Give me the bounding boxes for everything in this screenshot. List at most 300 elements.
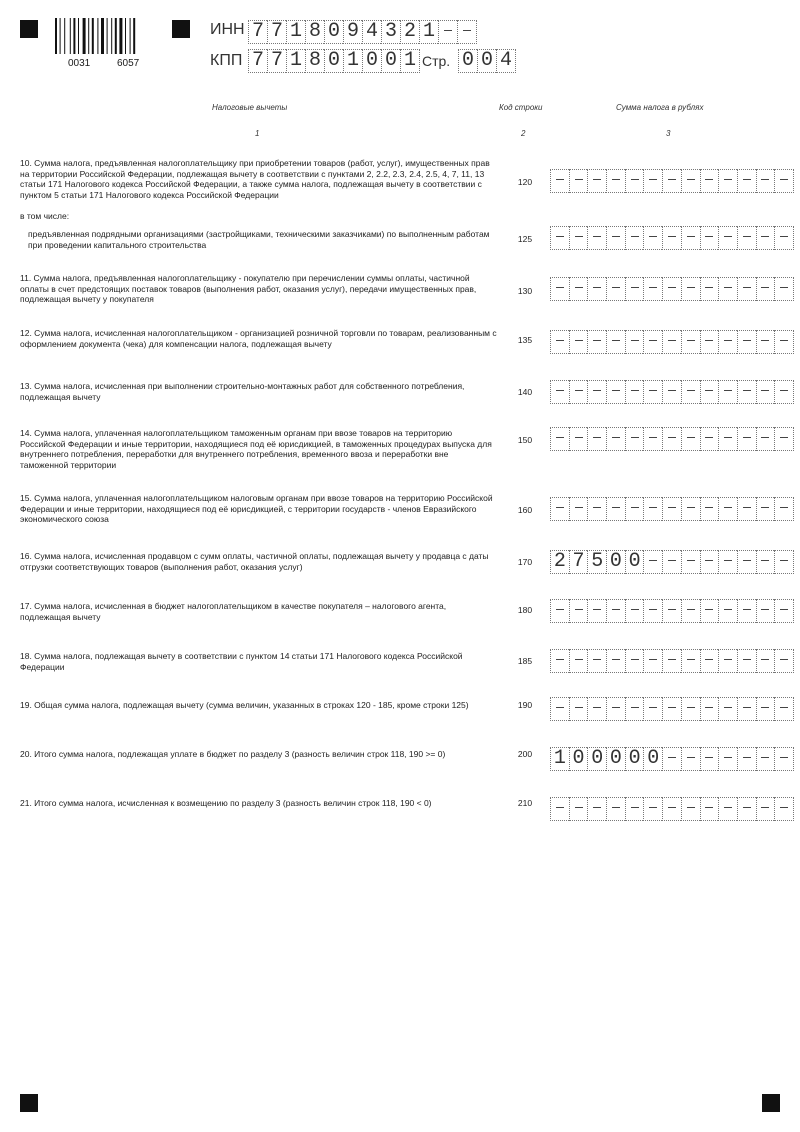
empty-cell-dash: [737, 550, 756, 574]
dash-mark: [668, 659, 676, 661]
corner-marker-top-right: [172, 20, 190, 38]
dash-mark: [575, 437, 583, 439]
empty-cell-dash: [737, 226, 756, 250]
dash-mark: [575, 807, 583, 809]
dash-mark: [687, 609, 695, 611]
empty-cell-dash: [774, 330, 794, 354]
empty-cell-dash: [774, 697, 794, 721]
row-description: 18. Сумма налога, подлежащая вычету в соответствии с пунктом 14 статьи 171 Налогового кодекса Российской Федерации: [20, 651, 463, 672]
dash-mark: [649, 807, 657, 809]
empty-cell-dash: [700, 169, 719, 193]
dash-mark: [631, 659, 639, 661]
empty-cell-dash: [700, 649, 719, 673]
row-line-code: 185: [517, 656, 533, 666]
row-amount-cells: [550, 277, 794, 301]
empty-cell-dash: [718, 169, 737, 193]
dash-mark: [743, 340, 751, 342]
row-line-code: 120: [517, 177, 533, 187]
dash-mark: [444, 30, 452, 32]
dash-mark: [761, 437, 769, 439]
dash-mark: [668, 287, 676, 289]
digit-cell: 0: [381, 49, 400, 73]
empty-cell-dash: [681, 427, 700, 451]
empty-cell-dash: [643, 649, 662, 673]
dash-mark: [687, 437, 695, 439]
dash-mark: [780, 507, 788, 509]
dash-mark: [687, 707, 695, 709]
dash-mark: [687, 507, 695, 509]
empty-cell-dash: [700, 550, 719, 574]
empty-cell-dash: [756, 797, 775, 821]
dash-mark: [593, 340, 601, 342]
dash-mark: [780, 757, 788, 759]
barcode-bar: [130, 18, 131, 54]
dash-mark: [575, 179, 583, 181]
empty-cell-dash: [587, 497, 606, 521]
empty-cell-dash: [643, 330, 662, 354]
empty-cell-dash: [550, 599, 569, 623]
dash-mark: [761, 507, 769, 509]
dash-mark: [761, 659, 769, 661]
row-amount-cells: [550, 649, 794, 673]
empty-cell-dash: [643, 550, 662, 574]
empty-cell-dash: [700, 226, 719, 250]
empty-cell-dash: [587, 380, 606, 404]
dash-mark: [724, 287, 732, 289]
corner-marker-bottom-right: [762, 1094, 780, 1112]
empty-cell-dash: [625, 697, 644, 721]
dash-mark: [631, 179, 639, 181]
empty-cell-dash: [587, 169, 606, 193]
row-amount-cells: [550, 497, 794, 521]
empty-cell-dash: [550, 697, 569, 721]
empty-cell-dash: [662, 550, 681, 574]
digit-cell: 0: [324, 20, 343, 44]
row-line-code: 130: [517, 286, 533, 296]
dash-mark: [705, 390, 713, 392]
digit-cell: 4: [362, 20, 381, 44]
barcode-bar: [115, 18, 117, 54]
dash-mark: [631, 437, 639, 439]
inn-label: ИНН: [210, 21, 245, 38]
digit-cell: 8: [305, 49, 324, 73]
dash-mark: [687, 659, 695, 661]
barcode-bar: [55, 18, 57, 54]
dash-mark: [631, 707, 639, 709]
dash-mark: [743, 507, 751, 509]
dash-mark: [631, 340, 639, 342]
empty-cell-dash: [681, 497, 700, 521]
empty-cell-dash: [718, 649, 737, 673]
empty-cell-dash: [625, 797, 644, 821]
row-description: 15. Сумма налога, уплаченная налогоплательщиком налоговым органам при ввозе товаров на территорию Российской Федерации и иные территории, находящиеся под её юрисдикцией, с территории государств - членов Евразийского экономического союза: [20, 493, 493, 524]
empty-cell-dash: [700, 330, 719, 354]
dash-mark: [780, 179, 788, 181]
dash-mark: [575, 507, 583, 509]
row-amount-cells: [550, 226, 794, 250]
empty-cell-dash: [756, 427, 775, 451]
corner-marker-bottom-left: [20, 1094, 38, 1112]
empty-cell-dash: [625, 427, 644, 451]
row-description: 11. Сумма налога, предъявленная налогоплательщику - покупателю при перечислении суммы оплаты, частичной оплаты в счет предстоящих поставок товаров (выполнения работ, оказания услуг), передачи имущественных прав, подлежащая вычету у покупателя: [20, 273, 477, 304]
dash-mark: [687, 560, 695, 562]
barcode-bar: [64, 18, 65, 54]
empty-cell-dash: [718, 330, 737, 354]
digit-cell: 0: [324, 49, 343, 73]
empty-cell-dash: [569, 599, 588, 623]
dash-mark: [743, 757, 751, 759]
dash-mark: [724, 560, 732, 562]
empty-cell-dash: [737, 427, 756, 451]
empty-cell-dash: [569, 697, 588, 721]
empty-cell-dash: [569, 649, 588, 673]
empty-cell-dash: [606, 697, 625, 721]
empty-cell-dash: [681, 380, 700, 404]
dash-mark: [743, 236, 751, 238]
dash-mark: [724, 179, 732, 181]
digit-cell: 0: [606, 747, 625, 771]
dash-mark: [593, 609, 601, 611]
empty-cell-dash: [774, 747, 794, 771]
empty-cell-dash: [643, 599, 662, 623]
empty-cell-dash: [737, 169, 756, 193]
in-that-number-label: в том числе:: [20, 211, 70, 221]
empty-cell-dash: [643, 277, 662, 301]
empty-cell-dash: [606, 797, 625, 821]
row-line-code: 125: [517, 234, 533, 244]
empty-cell-dash: [718, 599, 737, 623]
empty-cell-dash: [606, 649, 625, 673]
digit-cell: 0: [362, 49, 381, 73]
dash-mark: [705, 609, 713, 611]
row-description: 21. Итого сумма налога, исчисленная к возмещению по разделу 3 (разность величин строк 118, 190 < 0): [20, 798, 432, 808]
empty-cell-dash: [681, 169, 700, 193]
dash-mark: [668, 236, 676, 238]
dash-mark: [761, 390, 769, 392]
empty-cell-dash: [662, 380, 681, 404]
empty-cell-dash: [662, 226, 681, 250]
barcode-bar: [78, 18, 79, 54]
empty-cell-dash: [737, 599, 756, 623]
dash-mark: [780, 659, 788, 661]
empty-cell-dash: [606, 497, 625, 521]
column-number-2: 2: [521, 129, 526, 138]
dash-mark: [649, 560, 657, 562]
row-amount-cells: [550, 427, 794, 451]
digit-cell: 0: [477, 49, 496, 73]
row-description: 10. Сумма налога, предъявленная налогоплательщику при приобретении товаров (работ, услуг), имущественных прав на территории Российской Федерации, подлежащая вычету в соответствии с пунктами 2, 2.2, 2.3, 2.4, 2.5, 4, 7, 11, 13 статьи 171 Налогового кодекса Российской Федерации, а также сумма налога, подлежащая вычету в соответствии с пунктом 5 статьи 171 Налогового кодекса Российской Федерации: [20, 158, 490, 200]
dash-mark: [668, 757, 676, 759]
dash-mark: [687, 340, 695, 342]
empty-cell-dash: [756, 747, 775, 771]
empty-cell-dash: [587, 599, 606, 623]
dash-mark: [668, 340, 676, 342]
dash-mark: [724, 507, 732, 509]
empty-cell-dash: [681, 550, 700, 574]
barcode-bar: [133, 18, 135, 54]
dash-mark: [668, 560, 676, 562]
barcode-bar: [101, 18, 104, 54]
dash-mark: [593, 236, 601, 238]
empty-cell-dash: [569, 497, 588, 521]
empty-cell-dash: [718, 797, 737, 821]
kpp-cells: [248, 49, 420, 73]
empty-cell-dash: [718, 497, 737, 521]
empty-cell-dash: [625, 380, 644, 404]
empty-cell-dash: [569, 330, 588, 354]
page-number-cells: [458, 49, 516, 73]
dash-mark: [649, 340, 657, 342]
dash-mark: [780, 236, 788, 238]
dash-mark: [631, 507, 639, 509]
dash-mark: [743, 707, 751, 709]
digit-cell: 7: [248, 20, 267, 44]
dash-mark: [724, 340, 732, 342]
empty-cell-dash: [550, 427, 569, 451]
empty-cell-dash: [662, 697, 681, 721]
dash-mark: [575, 390, 583, 392]
empty-cell-dash: [550, 797, 569, 821]
dash-mark: [780, 340, 788, 342]
empty-cell-dash: [737, 497, 756, 521]
empty-cell-dash: [587, 649, 606, 673]
empty-cell-dash: [756, 697, 775, 721]
empty-cell-dash: [457, 20, 477, 44]
empty-cell-dash: [643, 226, 662, 250]
row-amount-cells: [550, 747, 794, 771]
dash-mark: [575, 287, 583, 289]
dash-mark: [761, 179, 769, 181]
kpp-label: КПП: [210, 52, 243, 69]
row-line-code: 200: [517, 749, 533, 759]
empty-cell-dash: [662, 599, 681, 623]
dash-mark: [668, 437, 676, 439]
dash-mark: [780, 609, 788, 611]
digit-cell: 4: [496, 49, 516, 73]
barcode-bar: [92, 18, 94, 54]
row-description: 12. Сумма налога, исчисленная налогоплательщиком - организацией розничной торговли по товарам, реализованным с оформлением документа (чека) для компенсации налога, подлежащая вычету: [20, 328, 497, 349]
empty-cell-dash: [643, 427, 662, 451]
empty-cell-dash: [625, 330, 644, 354]
empty-cell-dash: [756, 277, 775, 301]
digit-cell: 0: [569, 747, 588, 771]
dash-mark: [612, 437, 620, 439]
dash-mark: [761, 757, 769, 759]
dash-mark: [593, 507, 601, 509]
dash-mark: [705, 287, 713, 289]
digit-cell: 0: [625, 747, 644, 771]
empty-cell-dash: [700, 599, 719, 623]
empty-cell-dash: [625, 226, 644, 250]
dash-mark: [780, 560, 788, 562]
empty-cell-dash: [662, 169, 681, 193]
empty-cell-dash: [718, 226, 737, 250]
dash-mark: [761, 340, 769, 342]
dash-mark: [761, 287, 769, 289]
empty-cell-dash: [643, 697, 662, 721]
empty-cell-dash: [625, 169, 644, 193]
dash-mark: [687, 757, 695, 759]
empty-cell-dash: [737, 330, 756, 354]
dash-mark: [668, 390, 676, 392]
digit-cell: 2: [400, 20, 419, 44]
empty-cell-dash: [774, 797, 794, 821]
dash-mark: [743, 179, 751, 181]
empty-cell-dash: [606, 330, 625, 354]
empty-cell-dash: [587, 277, 606, 301]
row-amount-cells: [550, 797, 794, 821]
dash-mark: [687, 390, 695, 392]
empty-cell-dash: [700, 380, 719, 404]
empty-cell-dash: [569, 226, 588, 250]
empty-cell-dash: [550, 330, 569, 354]
dash-mark: [705, 560, 713, 562]
empty-cell-dash: [756, 550, 775, 574]
empty-cell-dash: [681, 649, 700, 673]
dash-mark: [743, 560, 751, 562]
dash-mark: [743, 287, 751, 289]
empty-cell-dash: [681, 697, 700, 721]
digit-cell: 7: [267, 20, 286, 44]
dash-mark: [612, 236, 620, 238]
dash-mark: [687, 807, 695, 809]
digit-cell: 1: [550, 747, 569, 771]
dash-mark: [649, 287, 657, 289]
dash-mark: [705, 659, 713, 661]
dash-mark: [612, 390, 620, 392]
dash-mark: [687, 179, 695, 181]
dash-mark: [649, 179, 657, 181]
dash-mark: [593, 179, 601, 181]
empty-cell-dash: [681, 330, 700, 354]
empty-cell-dash: [756, 599, 775, 623]
dash-mark: [724, 757, 732, 759]
digit-cell: 1: [343, 49, 362, 73]
empty-cell-dash: [643, 497, 662, 521]
row-amount-cells: [550, 169, 794, 193]
empty-cell-dash: [774, 169, 794, 193]
empty-cell-dash: [569, 380, 588, 404]
dash-mark: [668, 707, 676, 709]
dash-mark: [556, 609, 564, 611]
dash-mark: [649, 437, 657, 439]
empty-cell-dash: [700, 747, 719, 771]
dash-mark: [705, 236, 713, 238]
dash-mark: [780, 707, 788, 709]
empty-cell-dash: [681, 226, 700, 250]
column-number-3: 3: [666, 129, 671, 138]
dash-mark: [724, 659, 732, 661]
barcode-bar: [70, 18, 71, 54]
empty-cell-dash: [569, 797, 588, 821]
row-amount-cells: [550, 550, 794, 574]
barcode-bar: [111, 18, 112, 54]
empty-cell-dash: [587, 427, 606, 451]
dash-mark: [631, 236, 639, 238]
dash-mark: [575, 236, 583, 238]
empty-cell-dash: [700, 797, 719, 821]
empty-cell-dash: [774, 497, 794, 521]
empty-cell-dash: [737, 747, 756, 771]
empty-cell-dash: [737, 380, 756, 404]
empty-cell-dash: [774, 550, 794, 574]
dash-mark: [705, 757, 713, 759]
empty-cell-dash: [587, 797, 606, 821]
page-label: Стр.: [422, 53, 451, 69]
row-line-code: 160: [517, 505, 533, 515]
empty-cell-dash: [718, 427, 737, 451]
empty-cell-dash: [662, 427, 681, 451]
dash-mark: [593, 659, 601, 661]
dash-mark: [761, 707, 769, 709]
dash-mark: [593, 287, 601, 289]
barcode-number-right: 6057: [117, 58, 140, 69]
column-number-1: 1: [255, 129, 260, 138]
dash-mark: [575, 609, 583, 611]
dash-mark: [556, 236, 564, 238]
row-line-code: 190: [517, 700, 533, 710]
dash-mark: [724, 437, 732, 439]
row-description: предъявленная подрядными организациями (застройщиками, техническими заказчиками) по выполненным работам при проведении капитального строительства: [28, 229, 490, 250]
row-line-code: 170: [517, 557, 533, 567]
empty-cell-dash: [737, 797, 756, 821]
dash-mark: [575, 659, 583, 661]
digit-cell: 7: [267, 49, 286, 73]
empty-cell-dash: [737, 649, 756, 673]
dash-mark: [556, 437, 564, 439]
dash-mark: [743, 609, 751, 611]
row-amount-cells: [550, 599, 794, 623]
digit-cell: 0: [606, 550, 625, 574]
dash-mark: [761, 807, 769, 809]
digit-cell: 1: [286, 49, 305, 73]
dash-mark: [612, 287, 620, 289]
dash-mark: [724, 390, 732, 392]
row-line-code: 210: [517, 798, 533, 808]
dash-mark: [687, 287, 695, 289]
empty-cell-dash: [606, 599, 625, 623]
row-description: 16. Сумма налога, исчисленная продавцом с сумм оплаты, частичной оплаты, подлежащая вычету у продавца с даты отгрузки соответствующих товаров (выполнения работ, оказания услуг): [20, 551, 489, 572]
dash-mark: [612, 340, 620, 342]
dash-mark: [575, 707, 583, 709]
empty-cell-dash: [606, 277, 625, 301]
empty-cell-dash: [606, 427, 625, 451]
row-description: 13. Сумма налога, исчисленная при выполнении строительно-монтажных работ для собственного потребления, подлежащая вычету: [20, 381, 465, 402]
empty-cell-dash: [700, 697, 719, 721]
barcode-number-left: 0031: [68, 58, 91, 69]
dash-mark: [612, 659, 620, 661]
row-description: 20. Итого сумма налога, подлежащая уплате в бюджет по разделу 3 (разность величин строк 118, 190 >= 0): [20, 749, 446, 759]
column-title-tax-amount: Сумма налога в рублях: [616, 103, 704, 112]
barcode-bar: [119, 18, 122, 54]
empty-cell-dash: [774, 599, 794, 623]
empty-cell-dash: [737, 697, 756, 721]
dash-mark: [780, 437, 788, 439]
empty-cell-dash: [550, 380, 569, 404]
digit-cell: 0: [587, 747, 606, 771]
empty-cell-dash: [756, 649, 775, 673]
dash-mark: [649, 507, 657, 509]
digit-cell: 7: [569, 550, 588, 574]
dash-mark: [631, 609, 639, 611]
dash-mark: [668, 507, 676, 509]
empty-cell-dash: [662, 747, 681, 771]
inn-cells: [248, 20, 477, 44]
empty-cell-dash: [662, 649, 681, 673]
dash-mark: [612, 179, 620, 181]
empty-cell-dash: [700, 277, 719, 301]
dash-mark: [631, 390, 639, 392]
